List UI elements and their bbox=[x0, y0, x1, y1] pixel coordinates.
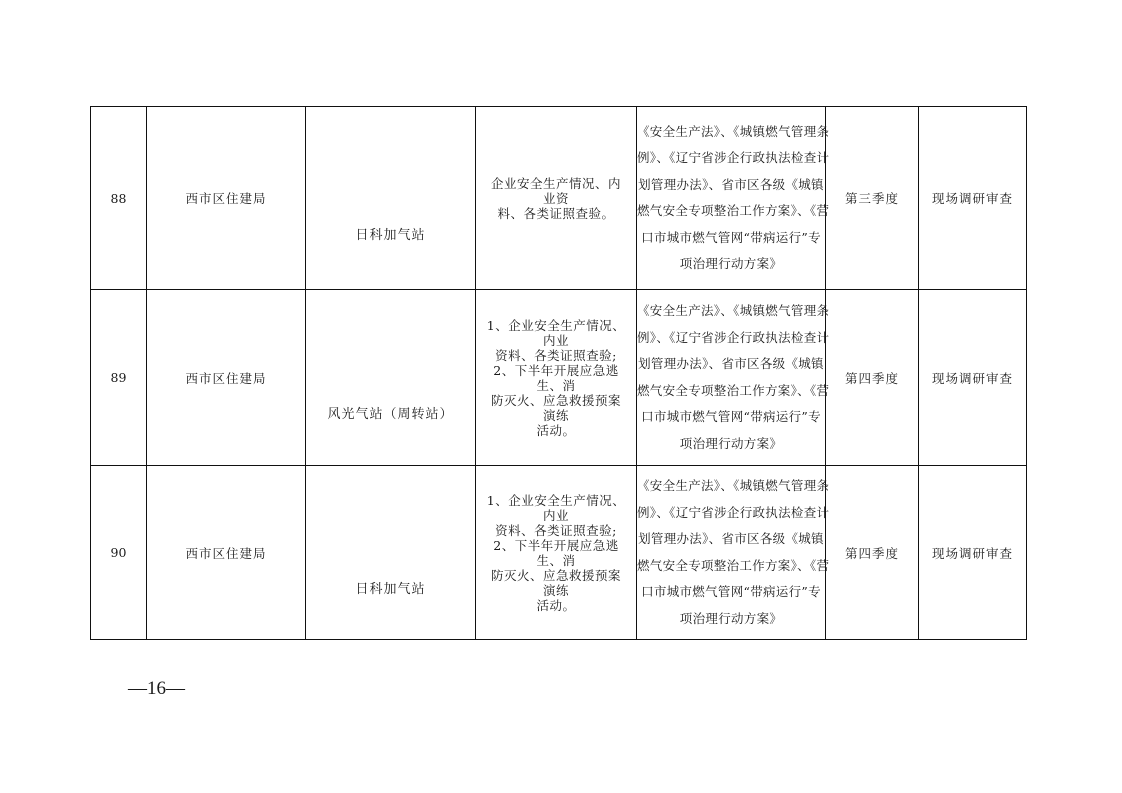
basis-line: 划管理办法》、省市区各级《城镇 bbox=[638, 531, 824, 546]
row-number: 90 bbox=[91, 466, 147, 640]
content-line: 防灭火、应急救援预案演练 bbox=[490, 392, 621, 423]
legal-basis bbox=[637, 107, 830, 290]
content-line: 2、下半年开展应急逃生、消 bbox=[493, 362, 619, 393]
basis-line: 《安全生产法》、《城镇燃气管理条 bbox=[637, 478, 830, 493]
basis-line: 口市城市燃气管网“带病运行”专 bbox=[641, 584, 821, 599]
inspection-quarter: 第三季度 bbox=[826, 107, 919, 290]
basis-line: 划管理办法》、省市区各级《城镇 bbox=[638, 356, 824, 371]
content-line: 活动。 bbox=[536, 422, 576, 438]
basis-line: 项治理行动方案》 bbox=[679, 610, 783, 626]
table-row bbox=[91, 107, 1027, 290]
inspection-method: 现场调研审查 bbox=[919, 107, 1027, 290]
content-line: 2、下半年开展应急逃生、消 bbox=[493, 537, 619, 568]
content-line: 活动。 bbox=[536, 597, 576, 613]
basis-line: 例》、《辽宁省涉企行政执法检查计 bbox=[637, 504, 830, 520]
basis-line: 燃气安全专项整治工作方案》、《营 bbox=[637, 203, 830, 218]
basis-line: 《安全生产法》、《城镇燃气管理条 bbox=[637, 123, 830, 139]
station-name: 日科加气站 bbox=[355, 582, 426, 597]
basis-line: 例》、《辽宁省涉企行政执法检查计 bbox=[637, 329, 830, 345]
station-name: 日科加气站 bbox=[355, 227, 426, 243]
inspection-content bbox=[476, 466, 637, 640]
station-cell bbox=[306, 107, 476, 290]
basis-line: 项治理行动方案》 bbox=[679, 435, 783, 451]
content-line: 资料、各类证照查验; bbox=[495, 522, 617, 538]
responsible-unit: 西市区住建局 bbox=[147, 107, 306, 290]
legal-basis bbox=[637, 466, 830, 640]
inspection-plan-table bbox=[90, 106, 1027, 640]
content-line: 资料、各类证照查验; bbox=[495, 347, 617, 363]
station-cell bbox=[306, 290, 476, 466]
basis-line: 划管理办法》、省市区各级《城镇 bbox=[638, 176, 824, 192]
station-name: 风光气站（周转站） bbox=[327, 407, 454, 422]
inspection-quarter: 第四季度 bbox=[826, 466, 919, 640]
table-row bbox=[91, 466, 1027, 640]
inspection-content bbox=[476, 290, 637, 466]
responsible-unit: 西市区住建局 bbox=[147, 290, 306, 466]
table-row bbox=[91, 290, 1027, 466]
basis-line: 《安全生产法》、《城镇燃气管理条 bbox=[637, 303, 830, 318]
basis-line: 口市城市燃气管网“带病运行”专 bbox=[641, 409, 821, 424]
legal-basis bbox=[637, 290, 830, 466]
basis-line: 例》、《辽宁省涉企行政执法检查计 bbox=[637, 150, 830, 165]
page-number: —16— bbox=[128, 678, 185, 699]
inspection-method: 现场调研审查 bbox=[919, 290, 1027, 466]
content-line: 1、企业安全生产情况、内业 bbox=[486, 492, 626, 523]
basis-line: 口市城市燃气管网“带病运行”专 bbox=[641, 229, 821, 245]
basis-line: 项治理行动方案》 bbox=[679, 256, 783, 271]
content-line: 1、企业安全生产情况、内业 bbox=[486, 317, 626, 348]
content-line: 防灭火、应急救援预案演练 bbox=[490, 567, 621, 598]
basis-line: 燃气安全专项整治工作方案》、《营 bbox=[637, 557, 830, 573]
inspection-content bbox=[476, 107, 637, 290]
responsible-unit: 西市区住建局 bbox=[147, 466, 306, 640]
row-number: 88 bbox=[91, 107, 147, 290]
inspection-method: 现场调研审查 bbox=[919, 466, 1027, 640]
station-cell bbox=[306, 466, 476, 640]
row-number: 89 bbox=[91, 290, 147, 466]
basis-line: 燃气安全专项整治工作方案》、《营 bbox=[637, 382, 830, 398]
content-line: 料、各类证照查验。 bbox=[497, 205, 615, 221]
content-line: 企业安全生产情况、内业资 bbox=[490, 175, 621, 206]
inspection-quarter: 第四季度 bbox=[826, 290, 919, 466]
